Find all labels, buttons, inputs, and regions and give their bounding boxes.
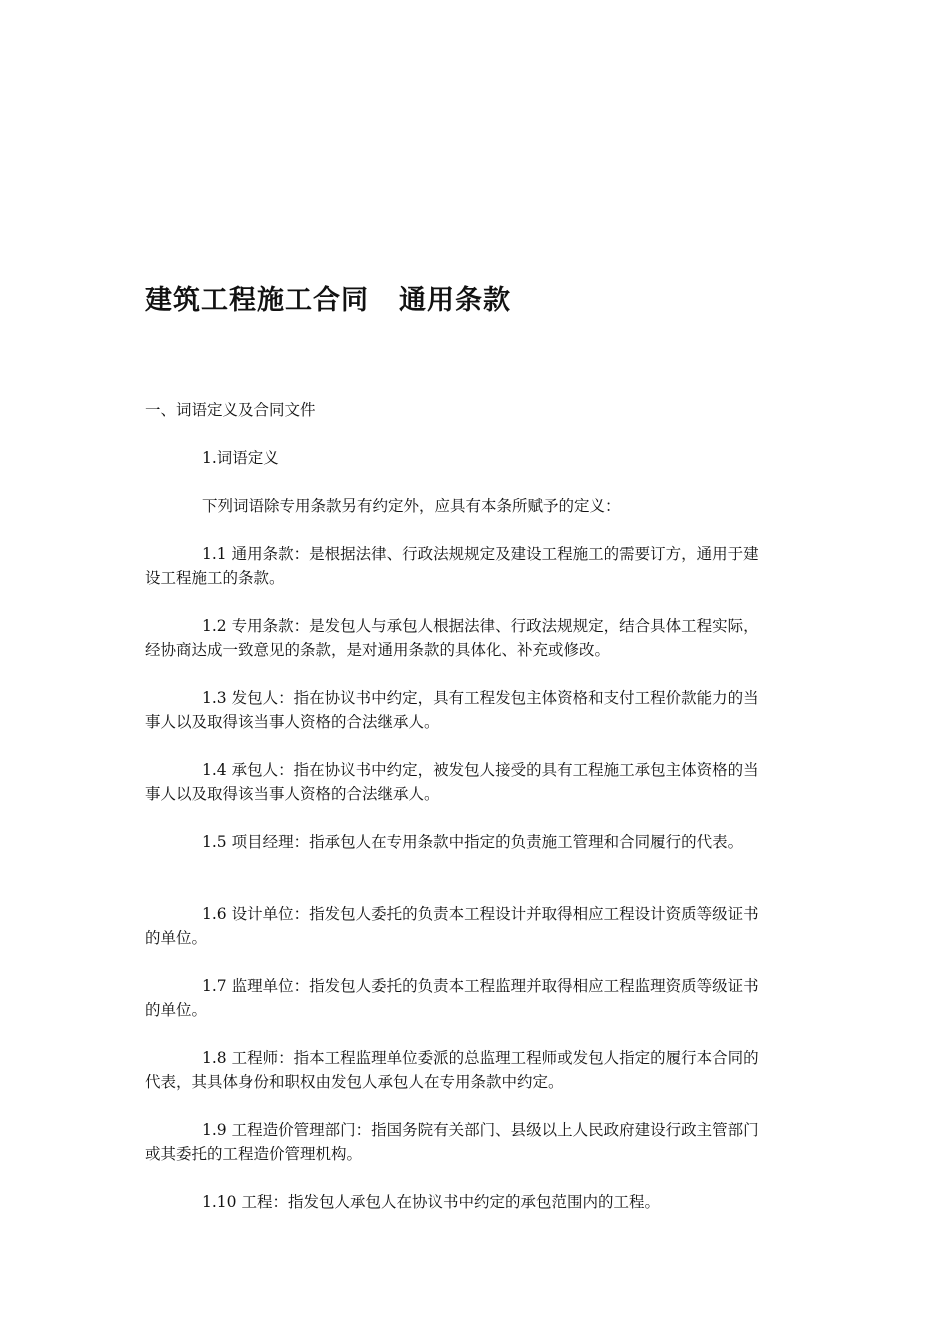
clause-1-4-line1: 1.4 承包人：指在协议书中约定，被发包人接受的具有工程施工承包主体资格的当 — [202, 761, 759, 779]
section-heading: 一、词语定义及合同文件 — [145, 401, 316, 419]
document-title — [145, 278, 511, 317]
clause-1-9-line1: 1.9 工程造价管理部门：指国务院有关部门、县级以上人民政府建设行政主管部门 — [202, 1121, 759, 1139]
clause-1-2-line2: 经协商达成一致意见的条款，是对通用条款的具体化、补充或修改。 — [145, 641, 611, 659]
clause-1-5-line1: 1.5 项目经理：指承包人在专用条款中指定的负责施工管理和合同履行的代表。 — [202, 833, 744, 851]
clause-1-3-line2: 事人以及取得该当事人资格的合法继承人。 — [145, 713, 440, 731]
intro-paragraph: 下列词语除专用条款另有约定外，应具有本条所赋予的定义： — [202, 497, 621, 515]
clause-1-3-line1: 1.3 发包人：指在协议书中约定，具有工程发包主体资格和支付工程价款能力的当 — [202, 689, 759, 707]
clause-1-1-line1: 1.1 通用条款：是根据法律、行政法规规定及建设工程施工的需要订方，通用于建 — [202, 545, 759, 563]
title-sub: 通用条款 — [399, 285, 511, 316]
clause-1-4-line2: 事人以及取得该当事人资格的合法继承人。 — [145, 785, 440, 803]
clause-1-6-line2: 的单位。 — [145, 929, 208, 947]
subsection-heading: 1.词语定义 — [202, 449, 279, 467]
clause-1-1-line2: 设工程施工的条款。 — [145, 569, 285, 587]
clause-1-8-line1: 1.8 工程师：指本工程监理单位委派的总监理工程师或发包人指定的履行本合同的 — [202, 1049, 759, 1067]
clause-1-8-line2: 代表，其具体身份和职权由发包人承包人在专用条款中约定。 — [145, 1073, 564, 1091]
title-main: 建筑工程施工合同 — [145, 285, 369, 316]
clause-1-10-line1: 1.10 工程：指发包人承包人在协议书中约定的承包范围内的工程。 — [202, 1193, 660, 1211]
clause-1-6-line1: 1.6 设计单位：指发包人委托的负责本工程设计并取得相应工程设计资质等级证书 — [202, 905, 759, 923]
clause-1-7-line2: 的单位。 — [145, 1001, 208, 1019]
clause-1-2-line1: 1.2 专用条款：是发包人与承包人根据法律、行政法规规定，结合具体工程实际， — [202, 617, 759, 635]
clause-1-9-line2: 或其委托的工程造价管理机构。 — [145, 1145, 363, 1163]
clause-1-7-line1: 1.7 监理单位：指发包人委托的负责本工程监理并取得相应工程监理资质等级证书 — [202, 977, 759, 995]
